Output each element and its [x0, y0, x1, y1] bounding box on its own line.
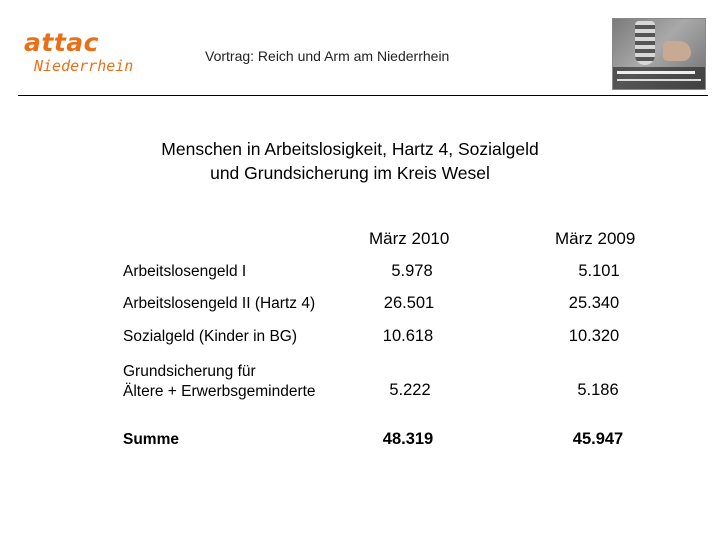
attac-logo [24, 30, 133, 74]
photo-caption-line [617, 79, 701, 81]
row-label-sozialgeld: Sozialgeld (Kinder in BG) [123, 328, 298, 345]
cell-sozialgeld-2009: 10.320 [568, 327, 620, 345]
photo-foot [663, 41, 691, 61]
cell-sozialgeld-2010: 10.618 [382, 327, 434, 345]
logo-main-text: attac [24, 28, 99, 57]
cell-alg2-2010: 26.501 [383, 294, 435, 312]
cell-alg1-2010: 5.978 [391, 262, 433, 280]
column-header-2010: März 2010 [369, 229, 450, 248]
row-label-alg1: Arbeitslosengeld I [123, 263, 247, 280]
talk-title: Vortrag: Reich und Arm am Niederrhein [205, 48, 450, 64]
cell-summe-2009: 45.947 [572, 430, 624, 448]
cell-alg1-2009: 5.101 [578, 262, 620, 280]
cell-summe-2010: 48.319 [382, 430, 434, 448]
slide-title-line1: Menschen in Arbeitslosigkeit, Hartz 4, Sozialgeld [161, 139, 539, 159]
row-label-grundsicherung [123, 362, 316, 402]
header-divider [18, 95, 708, 96]
row-label-summe: Summe [123, 431, 179, 448]
slide-title-line2: und Grundsicherung im Kreis Wesel [210, 163, 490, 183]
cell-grundsicherung-2010: 5.222 [389, 381, 431, 399]
row-label-grundsicherung-line1: Grundsicherung für [123, 363, 256, 380]
header-photo [612, 18, 706, 90]
photo-sock [635, 21, 655, 65]
cell-grundsicherung-2009: 5.186 [577, 381, 619, 399]
column-header-2009: März 2009 [555, 229, 636, 248]
row-label-grundsicherung-line2: Ältere + Erwerbsgeminderte [123, 383, 316, 400]
logo-sub-text: Niederrhein [34, 57, 134, 75]
row-label-alg2: Arbeitslosengeld II (Hartz 4) [123, 295, 316, 312]
photo-caption-line [617, 71, 695, 74]
slide-title [100, 137, 600, 185]
cell-alg2-2009: 25.340 [568, 294, 620, 312]
